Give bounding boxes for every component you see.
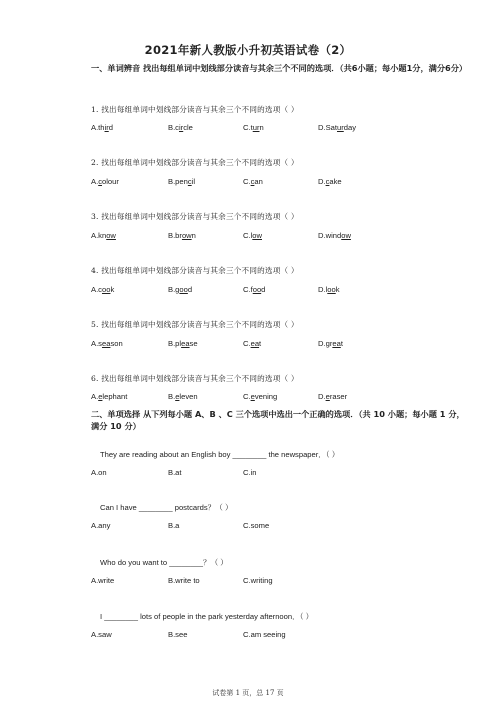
option-a[interactable]: A.elephant bbox=[91, 392, 128, 401]
question-1-text: 1. 找出每组单词中划线部分读音与其余三个不同的选项（ ） bbox=[91, 105, 299, 114]
page-footer: 试卷第 1 页，总 17 页 bbox=[212, 689, 284, 697]
question-6-text: 6. 找出每组单词中划线部分读音与其余三个不同的选项（ ） bbox=[91, 374, 299, 383]
option-a[interactable]: A.cook bbox=[91, 285, 115, 294]
section-1-header: 一、单词辨音 找出每组单词中划线部分读音与其余三个不同的选项．（共6小题；每小题1分，满分6分） bbox=[91, 63, 468, 73]
option-c[interactable]: C.am seeing bbox=[243, 630, 286, 639]
option-c[interactable]: C.writing bbox=[243, 576, 273, 585]
question-1-options bbox=[91, 123, 451, 135]
option-d[interactable]: D.cake bbox=[318, 177, 342, 186]
option-c[interactable]: C.can bbox=[243, 177, 263, 186]
option-a[interactable]: A.know bbox=[91, 231, 116, 240]
option-d[interactable]: D.eraser bbox=[318, 392, 348, 401]
option-a[interactable]: A.season bbox=[91, 339, 123, 348]
question-3-options bbox=[91, 231, 451, 243]
option-a[interactable]: A.third bbox=[91, 123, 113, 132]
option-b[interactable]: B.at bbox=[168, 468, 182, 477]
option-b[interactable]: B.see bbox=[168, 630, 188, 639]
option-b[interactable]: B.brown bbox=[168, 231, 196, 240]
option-c[interactable]: C.in bbox=[243, 468, 257, 477]
option-d[interactable]: D.look bbox=[318, 285, 340, 294]
option-b[interactable]: B.please bbox=[168, 339, 198, 348]
question-4-text: 4. 找出每组单词中划线部分读音与其余三个不同的选项（ ） bbox=[91, 266, 299, 275]
option-c[interactable]: C.food bbox=[243, 285, 266, 294]
option-a[interactable]: A.write bbox=[91, 576, 115, 585]
option-a[interactable]: A.any bbox=[91, 521, 111, 530]
question-4-options bbox=[91, 285, 451, 297]
option-b[interactable]: B.eleven bbox=[168, 392, 198, 401]
option-d[interactable]: D.Saturday bbox=[318, 123, 357, 132]
option-a[interactable]: A.saw bbox=[91, 630, 112, 639]
option-b[interactable]: B.write to bbox=[168, 576, 200, 585]
option-d[interactable]: D.window bbox=[318, 231, 351, 240]
page-title: 2021年新人教版小升初英语试卷（2） bbox=[144, 43, 352, 57]
question-3-text: 3. 找出每组单词中划线部分读音与其余三个不同的选项（ ） bbox=[91, 212, 299, 221]
option-a[interactable]: A.on bbox=[91, 468, 107, 477]
question-6-options bbox=[91, 392, 451, 404]
option-c[interactable]: C.turn bbox=[243, 123, 264, 132]
option-c[interactable]: C.evening bbox=[243, 392, 278, 401]
section-2-header: 二、单项选择 从下列每小题 A、B 、C 三个选项中选出一个正确的选项．（共 10 小题；每小题 1 分，满分 10 分） bbox=[91, 409, 465, 431]
question-5-options bbox=[91, 339, 451, 351]
option-b[interactable]: B.pencil bbox=[168, 177, 196, 186]
option-c[interactable]: C.eat bbox=[243, 339, 262, 348]
question-2-text: 2. 找出每组单词中划线部分读音与其余三个不同的选项（ ） bbox=[91, 158, 299, 167]
option-d[interactable]: D.great bbox=[318, 339, 343, 348]
question-10-options bbox=[91, 630, 451, 642]
option-b[interactable]: B.a bbox=[168, 521, 180, 530]
question-9-options bbox=[91, 576, 451, 588]
question-8-text: Can I have ________ postcards？（ ） bbox=[100, 503, 233, 512]
question-8-options bbox=[91, 521, 451, 533]
option-a[interactable]: A.colour bbox=[91, 177, 119, 186]
question-10-text: I ________ lots of people in the park yesterday afternoon．（ ） bbox=[100, 612, 314, 621]
question-7-text: They are reading about an English boy ________ the newspaper．（ ） bbox=[100, 450, 340, 459]
question-2-options bbox=[91, 177, 451, 189]
question-7-options bbox=[91, 468, 451, 480]
question-9-text: Who do you want to ________？（ ） bbox=[100, 558, 228, 567]
question-5-text: 5. 找出每组单词中划线部分读音与其余三个不同的选项（ ） bbox=[91, 320, 299, 329]
option-c[interactable]: C.low bbox=[243, 231, 262, 240]
option-c[interactable]: C.some bbox=[243, 521, 270, 530]
option-b[interactable]: B.circle bbox=[168, 123, 193, 132]
option-b[interactable]: B.good bbox=[168, 285, 193, 294]
